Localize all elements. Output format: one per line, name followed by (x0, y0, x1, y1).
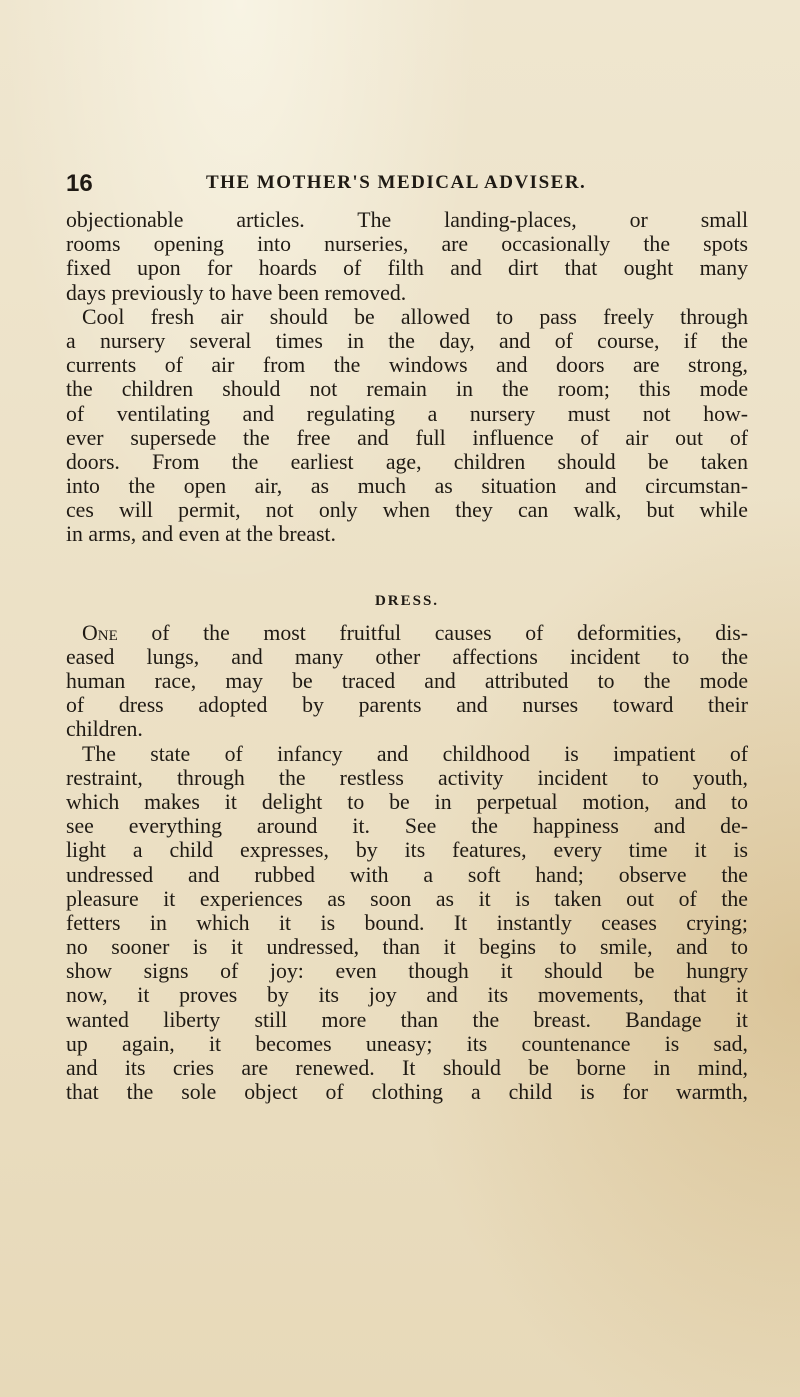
text-line: in arms, and even at the breast. (66, 522, 336, 547)
paragraph-infancy (66, 742, 748, 1105)
text-line: and its cries are renewed. It should be borne in mind, (66, 1056, 748, 1080)
text-line: no sooner is it undressed, than it begins to smile, and to (66, 935, 748, 960)
text-line: undressed and rubbed with a soft hand; observe the (66, 862, 748, 887)
text-line: of ventilating and regulating a nursery must not how- (66, 401, 748, 426)
paragraph-landing-places (66, 208, 748, 305)
text-line: wanted liberty still more than the breast. Bandage it (66, 1007, 748, 1032)
text-line: up again, it becomes uneasy; its countenance is sad, (66, 1031, 748, 1056)
text-line: which makes it delight to be in perpetual motion, and to (66, 789, 748, 814)
text-line: eased lungs, and many other affections incident to the (66, 644, 748, 669)
text-line: ever supersede the free and full influence of air out of (66, 425, 748, 450)
drop-word: One (82, 620, 118, 645)
text-line: objectionable articles. The landing-places, or small (66, 208, 748, 232)
text-line: human race, may be traced and attributed to the mode (66, 669, 748, 693)
text-line: currents of air from the windows and doors are strong, (66, 353, 748, 378)
text-line: show signs of joy: even though it should be hungry (66, 959, 748, 984)
text-line: fetters in which it is bound. It instantly ceases crying; (66, 910, 748, 935)
text-line: now, it proves by its joy and its movements, that it (66, 983, 748, 1008)
text-line: the children should not remain in the room; this mode (66, 377, 748, 402)
text-line: pleasure it experiences as soon as it is taken out of the (66, 886, 748, 911)
text-line: ces will permit, not only when they can walk, but while (66, 498, 748, 523)
text-line: that the sole object of clothing a child is for warmth, (66, 1080, 748, 1105)
text-line: days previously to have been removed. (66, 280, 407, 305)
text-line: light a child expresses, by its features, every time it is (66, 838, 748, 863)
book-title-header: THE MOTHER'S MEDICAL ADVISER. (206, 172, 587, 193)
text-line: Cool fresh air should be allowed to pass freely through (82, 304, 748, 329)
text-line: of dress adopted by parents and nurses toward their (66, 693, 748, 718)
text-line: see everything around it. See the happiness and de- (66, 814, 748, 839)
text-line: into the open air, as much as situation and circumstan- (66, 474, 748, 499)
text-line: a nursery several times in the day, and of course, if the (66, 328, 748, 353)
paragraph-fresh-air (66, 305, 748, 547)
text-line: The state of infancy and childhood is impatient of (82, 741, 748, 766)
section-heading-text: DRESS. (374, 592, 440, 609)
paragraph-dress-intro (66, 621, 748, 742)
text-line: rooms opening into nurseries, are occasionally the spots (66, 232, 748, 257)
text-line: children. (66, 717, 143, 742)
running-head (66, 170, 746, 202)
section-heading (66, 589, 748, 613)
text-line: fixed upon for hoards of filth and dirt that ought many (66, 256, 748, 281)
page-number: 16 (66, 170, 93, 197)
body-text (66, 208, 748, 1104)
first-line-rest: of the most fruitful causes of deformities, dis- (117, 620, 748, 645)
text-line-first (66, 621, 748, 645)
text-line: doors. From the earliest age, children should be taken (66, 449, 748, 474)
text-line: restraint, through the restless activity incident to youth, (66, 765, 748, 790)
